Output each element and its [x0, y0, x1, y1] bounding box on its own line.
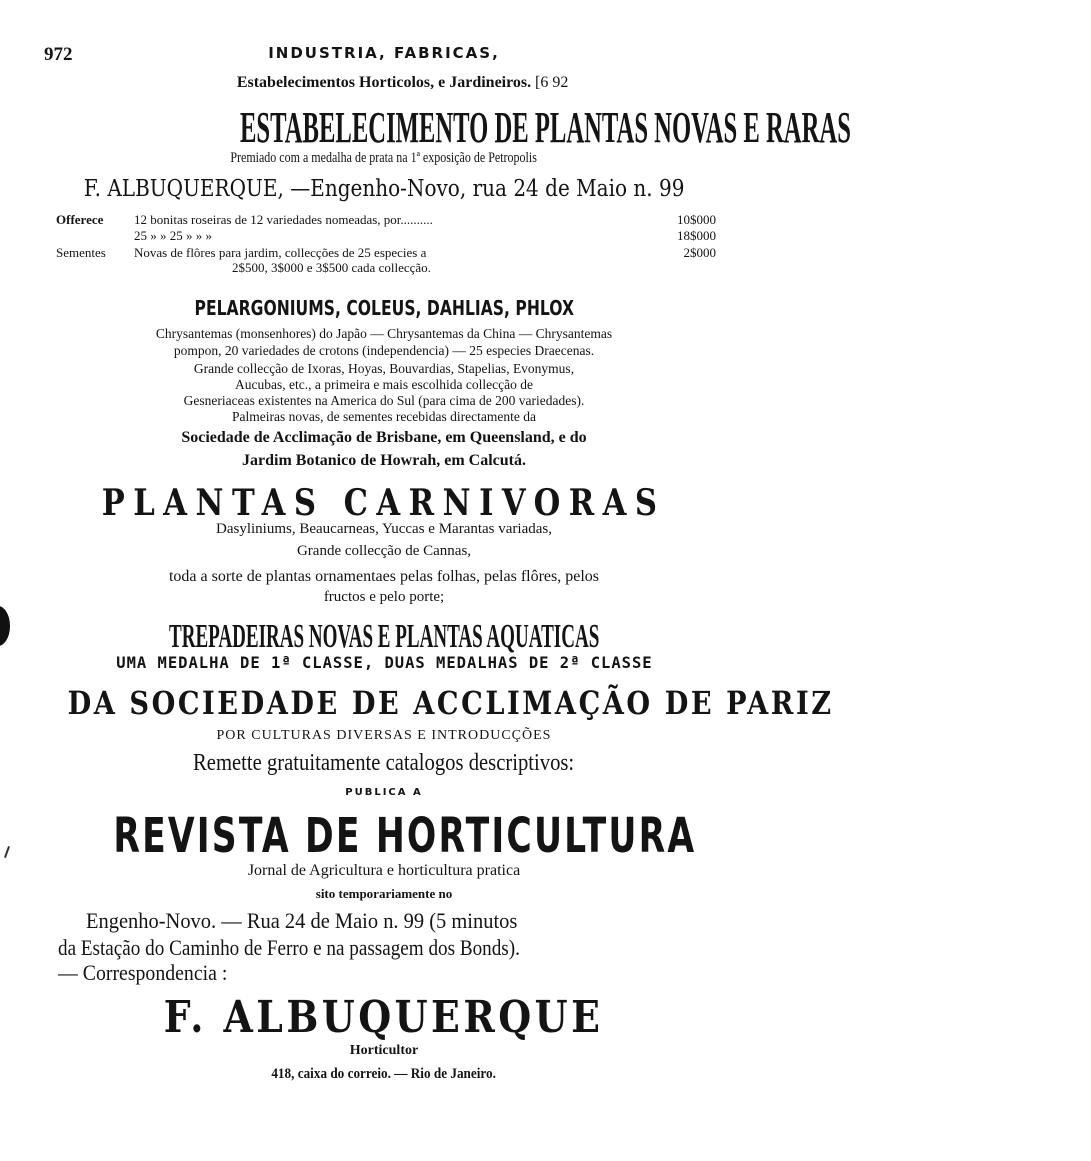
- carnivoras-line: Dasyliniums, Beaucarneas, Yuccas e Marantas variadas,: [216, 521, 552, 537]
- running-title: INDUSTRIA, FABRICAS,: [268, 44, 500, 62]
- price-row-text: Novas de flôres para jardim, collecções de 25 especies a: [134, 245, 427, 260]
- award-line: [0, 150, 768, 167]
- howrah-garden-line: Jardim Botanico de Howrah, em Calcutá.: [242, 452, 526, 469]
- address-line-text: Engenho-Novo. — Rua 24 de Maio n. 99 (5 minutos: [86, 908, 518, 933]
- price-row-text: 12 bonitas roseiras de 12 variedades nomeadas, por..........: [134, 212, 433, 227]
- pelargoniums-line: pompon, 20 variedades de crotons (independencia) — 25 especies Draecenas.: [173, 343, 595, 358]
- brisbane-society-line: Sociedade de Acclimação de Brisbane, em Queensland, e do: [181, 429, 587, 446]
- price-row-label: Sementes: [56, 245, 106, 260]
- remette-line-text: Remette gratuitamente catalogos descriptivos:: [193, 750, 575, 776]
- correspondence-line-text: — Correspondencia :: [58, 960, 228, 985]
- carnivoras-heading: [0, 482, 768, 524]
- main-heading: [0, 102, 851, 153]
- owner-address: [0, 176, 768, 202]
- award-line-text: Premiado com a medalha de prata na 1ª exposição de Petropolis: [230, 150, 538, 166]
- signature-name-text: F. ALBUQUERQUE: [164, 992, 604, 1043]
- correspondence-line: [58, 960, 246, 986]
- mailbox-line: [0, 1066, 768, 1083]
- por-culturas-line: POR CULTURAS DIVERSAS E INTRODUCÇÕES: [216, 728, 552, 743]
- revista-title: [0, 808, 768, 864]
- category-number: [6 92: [535, 74, 569, 91]
- price-row-continuation: 2$500, 3$000 e 3$500 cada collecção.: [232, 260, 431, 275]
- carnivoras-line: fructos e pelo porte;: [323, 589, 445, 605]
- price-row-price: 2$000: [683, 245, 716, 260]
- revista-subtitle: Jornal de Agricultura e horticultura pratica: [247, 862, 521, 879]
- sito-line: sito temporariamente no: [315, 886, 453, 901]
- owner-address-text: F. ALBUQUERQUE, —Engenho-Novo, rua 24 de Maio n. 99: [83, 176, 685, 202]
- address-line: [86, 908, 550, 934]
- pelargoniums-line: Palmeiras novas, de sementes recebidas directamente da: [231, 409, 536, 424]
- address-line: [58, 935, 589, 961]
- page-number: 972: [44, 44, 73, 65]
- price-row-text: 25 » » 25 » » »: [134, 228, 212, 243]
- category-subtitle: [0, 74, 768, 92]
- trepadeiras-heading: [0, 618, 768, 656]
- medals-line-text: UMA MEDALHA DE 1ª CLASSE, DUAS MEDALHAS DE 2ª CLASSE: [115, 653, 653, 672]
- main-heading-text: ESTABELECIMENTO DE PLANTAS NOVAS E RARAS: [239, 103, 851, 152]
- pelargoniums-heading-text: PELARGONIUMS, COLEUS, DAHLIAS, PHLOX: [194, 296, 574, 320]
- price-row-label: Offerece: [56, 212, 104, 227]
- price-row-price: 18$000: [677, 228, 716, 243]
- pelargoniums-line: Gesneriaceas existentes na America do Sul (para cima de 200 variedades).: [183, 393, 585, 408]
- carnivoras-line: Grande collecção de Cannas,: [296, 543, 472, 559]
- category-subtitle-text: Estabelecimentos Horticolos, e Jardineiros.: [236, 74, 532, 91]
- mailbox-line-text: 418, caixa do correio. — Rio de Janeiro.: [271, 1066, 497, 1082]
- price-row-price: 10$000: [677, 212, 716, 227]
- pelargoniums-line: Aucubas, etc., a primeira e mais escolhida collecção de: [235, 377, 533, 392]
- remette-line: [0, 750, 768, 777]
- paris-society-heading-text: DA SOCIEDADE DE ACCLIMAÇÃO DE PARIZ: [67, 684, 834, 722]
- carnivoras-heading-text: PLANTAS CARNIVORAS: [102, 482, 666, 524]
- pelargoniums-heading: [0, 296, 768, 320]
- trepadeiras-heading-text: TREPADEIRAS NOVAS E PLANTAS AQUATICAS: [169, 618, 600, 655]
- medals-line: [0, 653, 768, 672]
- pelargoniums-line: Grande collecção de Ixoras, Hoyas, Bouvardias, Stapelias, Evonymus,: [193, 361, 575, 376]
- paris-society-heading: [0, 684, 834, 722]
- revista-title-text: REVISTA DE HORTICULTURA: [113, 808, 697, 864]
- carnivoras-line: toda a sorte de plantas ornamentaes pelas folhas, pelas flôres, pelos: [168, 568, 600, 585]
- address-line-text: da Estação do Caminho de Ferro e na passagem dos Bonds).: [58, 935, 520, 960]
- pelargoniums-line: Chrysantemas (monsenhores) do Japão — Chrysantemas da China — Chrysantemas: [155, 326, 613, 341]
- publica-line: PUBLICA A: [345, 787, 423, 798]
- profession-line: Horticultor: [349, 1043, 419, 1058]
- signature-name: [0, 992, 768, 1043]
